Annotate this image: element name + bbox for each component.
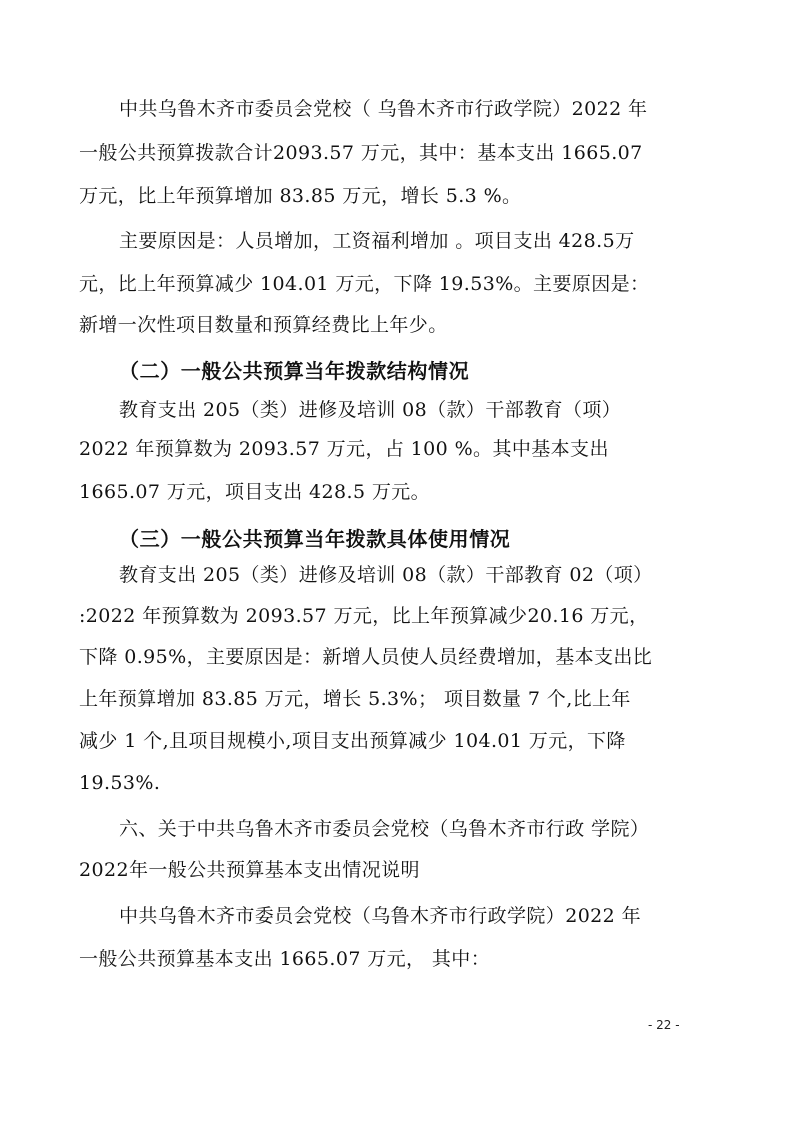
paragraph-4-line-5: 减少 1 个,且项目规模小,项目支出预算减少 104.01 万元，下降 (79, 730, 626, 752)
paragraph-3-line-3: 1665.07 万元，项目支出 428.5 万元。 (79, 481, 431, 503)
paragraph-2-line-1: 主要原因是：人员增加，工资福利增加 。项目支出 428.5万 (119, 230, 635, 252)
paragraph-2-line-2: 元，比上年预算减少 104.01 万元，下降 19.53%。主要原因是： (79, 273, 650, 295)
paragraph-5-line-2: 2022年一般公共预算基本支出情况说明 (79, 859, 420, 881)
paragraph-1-line-3: 万元，比上年预算增加 83.85 万元，增长 5.3 %。 (79, 185, 522, 207)
section-heading-3: （三）一般公共预算当年拨款具体使用情况 (119, 527, 511, 551)
paragraph-3-line-2: 2022 年预算数为 2093.57 万元，占 100 %。其中基本支出 (79, 438, 609, 460)
paragraph-5-line-1: 六、关于中共乌鲁木齐市委员会党校（乌鲁木齐市行政 学院） (119, 818, 650, 840)
paragraph-6-line-1: 中共乌鲁木齐市委员会党校（乌鲁木齐市行政学院）2022 年 (119, 905, 641, 927)
paragraph-1-line-2: 一般公共预算拨款合计2093.57 万元，其中：基本支出 1665.07 (79, 142, 643, 164)
paragraph-4-line-1: 教育支出 205（类）进修及培训 08（款）干部教育 02（项） (119, 564, 653, 586)
paragraph-6-line-2: 一般公共预算基本支出 1665.07 万元， 其中： (79, 948, 491, 970)
page-number: - 22 - (648, 1018, 680, 1032)
paragraph-4-line-6: 19.53%. (79, 772, 161, 794)
paragraph-4-line-4: 上年预算增加 83.85 万元，增长 5.3%； 项目数量 7 个,比上年 (79, 688, 631, 710)
section-heading-2: （二）一般公共预算当年拨款结构情况 (119, 359, 470, 383)
paragraph-4-line-3: 下降 0.95%，主要原因是：新增人员使人员经费增加，基本支出比 (79, 646, 653, 668)
paragraph-2-line-3: 新增一次性项目数量和预算经费比上年少。 (79, 314, 448, 336)
paragraph-1-line-1: 中共乌鲁木齐市委员会党校（ 乌鲁木齐市行政学院）2022 年 (119, 98, 648, 120)
paragraph-3-line-1: 教育支出 205（类）进修及培训 08（款）干部教育（项） (119, 399, 622, 421)
paragraph-4-line-2: :2022 年预算数为 2093.57 万元，比上年预算减少20.16 万元， (79, 605, 649, 627)
